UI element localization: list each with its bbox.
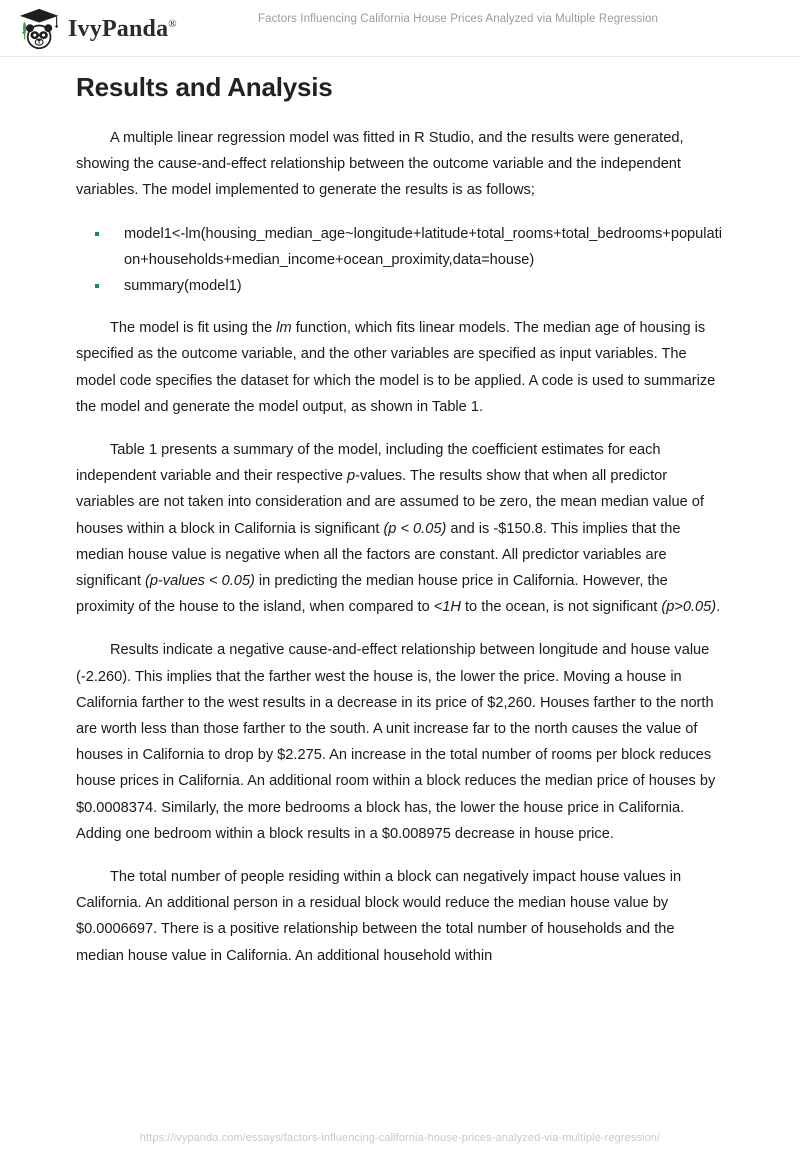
page-footer [0,1128,800,1146]
list-item: model1<-lm(housing_median_age~longitude+latitude+total_rooms+total_bedrooms+population+households+median_income+ocean_proximity,data=house) [76,221,724,273]
italic-pvalue-1: (p < 0.05) [383,520,447,537]
header-document-title: Factors Influencing California House Prices Analyzed via Multiple Regression [257,13,659,25]
header-divider [0,56,800,57]
paragraph-longitude-results: Results indicate a negative cause-and-effect relationship between longitude and house value (-2.260). This implies that the farther west the house is, the lower the price. Moving a house in California farther to the west results in a decrease in its price of $2,260. Houses farther to the north are worth less than those farther to the south. A unit increase far to the north causes the value of houses in California to drop by $2.275. An increase in the total number of rooms per block reduces house prices in California. An additional room within a block reduces the median price of houses by $0.0008374. Similarly, the more bedrooms a block has, the lower the house price in California. Adding one bedroom within a block results in a $0.008975 decrease in house price. [76,642,716,842]
paragraph-table-summary [76,437,724,620]
registered-mark: ® [168,18,177,30]
paragraph-model-fit [76,315,724,420]
text-run: function, which fits linear models. The median age of housing is specified as the outcome variable, and the other variables are specified as input variables. The model code specifies the dataset for which the model is to be applied. A code is used to summarize the model and generate the model output, as shown in Table 1. [76,320,716,415]
text-run: . [716,599,721,616]
italic-lm: lm [276,320,292,337]
text-run: -values. The results show that when all predictor variables are not taken into consideration and are assumed to be zero, the mean median value of houses within a block in California is significant [76,468,704,537]
text-run: to the ocean, is not significant [460,599,662,616]
text-run: in predicting the median house price in California. However, the proximity of the house to the island, when compared to [76,573,668,616]
footer-source-url[interactable]: https://ivypanda.com/essays/factors-influencing-california-house-prices-analyzed-via-multiple-regression/ [139,1132,661,1144]
text-run: and is -$150.8. This implies that the median house value is negative when all the factors are constant. All predictor variables are significant [76,520,681,590]
paragraph-intro: A multiple linear regression model was fitted in R Studio, and the results were generated, showing the cause-and-effect relationship between the outcome variable and the independent variables. The model implemented to generate the results is as follows; [76,130,684,199]
italic-pvalue-3: (p>0.05) [661,599,717,616]
document-content [76,72,724,986]
text-run: The model is fit using the [110,320,277,337]
italic-p: p [346,468,356,485]
italic-pvalue-2: (p-values < 0.05) [144,573,255,590]
paragraph-population-results: The total number of people residing within a block can negatively impact house values in California. An additional person in a residual block would reduce the median house value by $0.0006697. There is a positive relationship between the total number of households and the median house value in California. An additional household within [76,869,682,964]
page-title: Results and Analysis [76,72,333,102]
text-run: Table 1 presents a summary of the model, including the coefficient estimates for each independent variable and their respective [76,442,661,485]
page-header [0,0,800,56]
italic-ocean-proximity: <1H [433,599,461,616]
code-bullet-list [76,221,724,300]
list-item: summary(model1) [76,273,724,299]
brand-name-text: IvyPanda [68,16,169,42]
